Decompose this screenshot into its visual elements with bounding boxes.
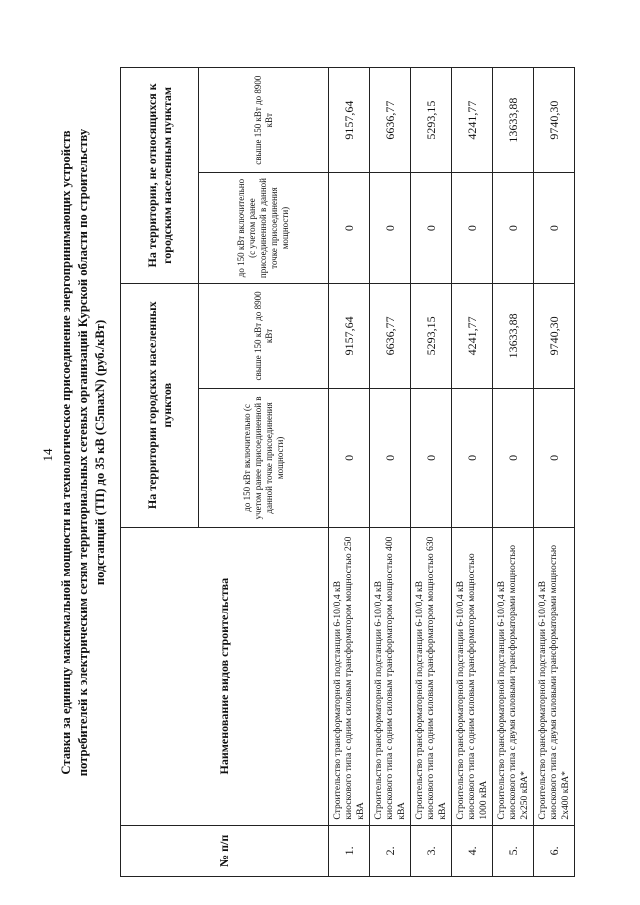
row-rural-upto150: 0 xyxy=(493,173,534,283)
row-city-over150: 13633,88 xyxy=(493,283,534,388)
header-city: На территории городских населенных пунктов xyxy=(121,283,199,527)
row-city-upto150: 0 xyxy=(329,389,370,528)
table-row xyxy=(493,68,534,877)
row-num: 3. xyxy=(411,825,452,876)
header-city-over150: свыше 150 кВт до 8900 кВт xyxy=(199,283,329,388)
page-number: 14 xyxy=(40,448,55,462)
row-rural-over150: 6636,77 xyxy=(370,68,411,173)
header-rural-upto150: до 150 кВт включительно (с учетом ранее присоединенной в данной точке присоединения мощности) xyxy=(199,173,329,283)
table-row xyxy=(370,68,411,877)
document-title xyxy=(58,20,109,885)
title-line: потребителей к электрическим сетям территориальных сетевых организаций Курской области по строительству xyxy=(76,128,90,777)
row-rural-over150: 5293,15 xyxy=(411,68,452,173)
header-rural-over150: свыше 150 кВт до 8900 кВт xyxy=(199,68,329,173)
row-num: 5. xyxy=(493,825,534,876)
header-num: № п/п xyxy=(121,825,329,876)
row-name: Строительство трансформаторной подстанции 6-10/0,4 кВ киоскового типа с одним силовым трансформатором мощностью 250 кВА xyxy=(329,527,370,825)
row-city-upto150: 0 xyxy=(411,389,452,528)
row-city-upto150: 0 xyxy=(534,389,575,528)
row-rural-upto150: 0 xyxy=(411,173,452,283)
header-name: Наименование видов строительства xyxy=(121,527,329,825)
row-name: Строительство трансформаторной подстанции 6-10/0,4 кВ киоскового типа с одним силовым трансформатором мощностью 400 кВА xyxy=(370,527,411,825)
row-rural-over150: 9740,30 xyxy=(534,68,575,173)
row-name: Строительство трансформаторной подстанции 6-10/0,4 кВ киоскового типа с одним силовым трансформатором мощностью 630 кВА xyxy=(411,527,452,825)
row-num: 4. xyxy=(452,825,493,876)
table-row xyxy=(534,68,575,877)
table-row xyxy=(411,68,452,877)
row-name: Строительство трансформаторной подстанции 6-10/0,4 кВ киоскового типа с двумя силовыми трансформаторами мощностью 2х400 кВА* xyxy=(534,527,575,825)
row-rural-over150: 9157,64 xyxy=(329,68,370,173)
row-rural-over150: 13633,88 xyxy=(493,68,534,173)
title-line: подстанций (ТП) до 35 кВ (C5maxN) (руб./кВт) xyxy=(93,319,107,586)
row-city-over150: 4241,77 xyxy=(452,283,493,388)
rates-table xyxy=(120,67,575,877)
row-rural-over150: 4241,77 xyxy=(452,68,493,173)
row-rural-upto150: 0 xyxy=(452,173,493,283)
row-city-upto150: 0 xyxy=(452,389,493,528)
row-name: Строительство трансформаторной подстанции 6-10/0,4 кВ киоскового типа с двумя силовыми трансформаторами мощностью 2х250 кВА* xyxy=(493,527,534,825)
row-rural-upto150: 0 xyxy=(329,173,370,283)
row-city-upto150: 0 xyxy=(370,389,411,528)
row-city-over150: 9157,64 xyxy=(329,283,370,388)
row-city-over150: 6636,77 xyxy=(370,283,411,388)
row-city-upto150: 0 xyxy=(493,389,534,528)
row-num: 6. xyxy=(534,825,575,876)
title-line: Ставки за единицу максимальной мощности на технологическое присоединение энергопринимающих устройств xyxy=(59,130,73,775)
table-row xyxy=(452,68,493,877)
header-rural: На территории, не относящихся к городским населенным пунктам xyxy=(121,68,199,284)
row-rural-upto150: 0 xyxy=(534,173,575,283)
row-city-over150: 5293,15 xyxy=(411,283,452,388)
row-num: 1. xyxy=(329,825,370,876)
header-city-upto150: до 150 кВт включительно (с учетом ранее присоединенной в данной точке присоединения мощности) xyxy=(199,389,329,528)
row-rural-upto150: 0 xyxy=(370,173,411,283)
row-city-over150: 9740,30 xyxy=(534,283,575,388)
row-num: 2. xyxy=(370,825,411,876)
row-name: Строительство трансформаторной подстанции 6-10/0,4 кВ киоскового типа с одним силовым трансформатором мощностью 1000 кВА xyxy=(452,527,493,825)
table-row xyxy=(329,68,370,877)
